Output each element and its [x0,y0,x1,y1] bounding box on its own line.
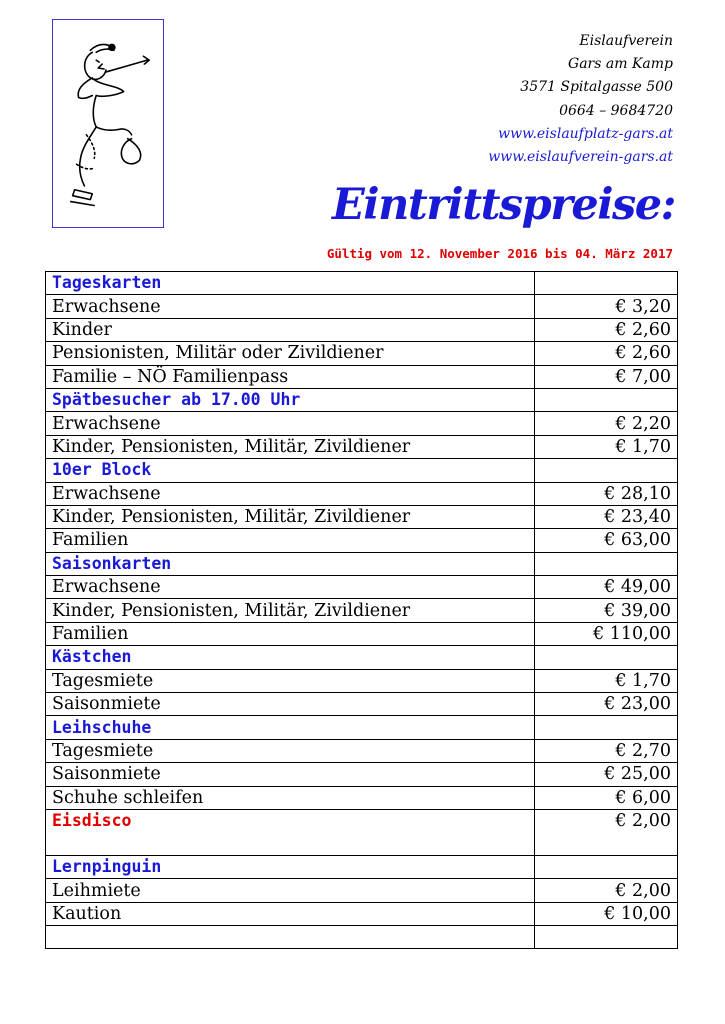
row-label: Kinder [46,318,535,341]
row-price: € 2,00 [535,879,678,902]
table-row [46,342,678,365]
row-price: € 10,00 [535,902,678,925]
section-header [46,272,678,295]
row-price: € 2,60 [535,318,678,341]
row-price: € 23,00 [535,693,678,716]
row-label: Kinder, Pensionisten, Militär, Zivildiener [46,435,535,458]
table-row [46,295,678,318]
section-header [46,716,678,739]
table-row [46,435,678,458]
table-row [46,739,678,762]
club-street: 3571 Spitalgasse 500 [520,79,673,96]
row-price: € 49,00 [535,576,678,599]
table-row [46,693,678,716]
row-price: € 7,00 [535,365,678,388]
website-link-2[interactable]: www.eislaufverein-gars.at [488,149,673,166]
row-price: € 2,00 [535,809,678,855]
row-price: € 2,60 [535,342,678,365]
section-title: Kästchen [46,646,535,669]
table-row [46,505,678,528]
section-title: Saisonkarten [46,552,535,575]
section-header [46,459,678,482]
row-label: Kinder, Pensionisten, Militär, Zivildiener [46,599,535,622]
table-row [46,879,678,902]
section-header [46,388,678,411]
club-logo [52,19,164,228]
table-row [46,786,678,809]
validity-period: Gültig vom 12. November 2016 bis 04. März 2017 [326,246,673,261]
section-title: Leihschuhe [46,716,535,739]
row-label: Erwachsene [46,482,535,505]
row-price: € 63,00 [535,529,678,552]
website-link-1[interactable]: www.eislaufplatz-gars.at [498,125,673,142]
row-label: Schuhe schleifen [46,786,535,809]
empty-row [46,926,678,949]
table-row [46,318,678,341]
row-label: Kinder, Pensionisten, Militär, Zivildiener [46,505,535,528]
page-title: Eintrittspreise: [331,180,675,230]
row-label: Tagesmiete [46,669,535,692]
row-label: Saisonmiete [46,763,535,786]
row-label: Leihmiete [46,879,535,902]
row-label: Familien [46,622,535,645]
table-row [46,529,678,552]
club-address [488,30,673,169]
table-row [46,482,678,505]
section-header-eisdisco [46,809,678,855]
section-title: Tageskarten [46,272,535,295]
table-row [46,412,678,435]
row-price: € 25,00 [535,763,678,786]
price-table [45,271,678,949]
section-title: Eisdisco [46,809,535,855]
table-row [46,365,678,388]
row-price: € 23,40 [535,505,678,528]
section-header [46,552,678,575]
section-title: Lernpinguin [46,855,535,878]
row-label: Pensionisten, Militär oder Zivildiener [46,342,535,365]
row-label: Familie – NÖ Familienpass [46,365,535,388]
section-header [46,646,678,669]
row-price: € 2,20 [535,412,678,435]
row-label: Erwachsene [46,576,535,599]
row-label: Erwachsene [46,412,535,435]
row-price: € 110,00 [535,622,678,645]
row-price: € 1,70 [535,669,678,692]
section-title: 10er Block [46,459,535,482]
club-phone: 0664 – 9684720 [559,102,673,119]
row-label: Tagesmiete [46,739,535,762]
row-label: Saisonmiete [46,693,535,716]
club-location: Gars am Kamp [568,56,673,73]
section-title: Spätbesucher ab 17.00 Uhr [46,388,535,411]
row-price: € 1,70 [535,435,678,458]
club-name: Eislaufverein [579,33,673,49]
row-label: Kaution [46,902,535,925]
table-row [46,599,678,622]
row-price: € 39,00 [535,599,678,622]
row-price: € 2,70 [535,739,678,762]
section-header [46,855,678,878]
row-label: Erwachsene [46,295,535,318]
table-row [46,763,678,786]
table-row [46,669,678,692]
row-price: € 28,10 [535,482,678,505]
row-label: Familien [46,529,535,552]
table-row [46,576,678,599]
row-price: € 6,00 [535,786,678,809]
row-price: € 3,20 [535,295,678,318]
table-row [46,622,678,645]
ice-skater-icon [53,20,163,227]
table-row [46,902,678,925]
